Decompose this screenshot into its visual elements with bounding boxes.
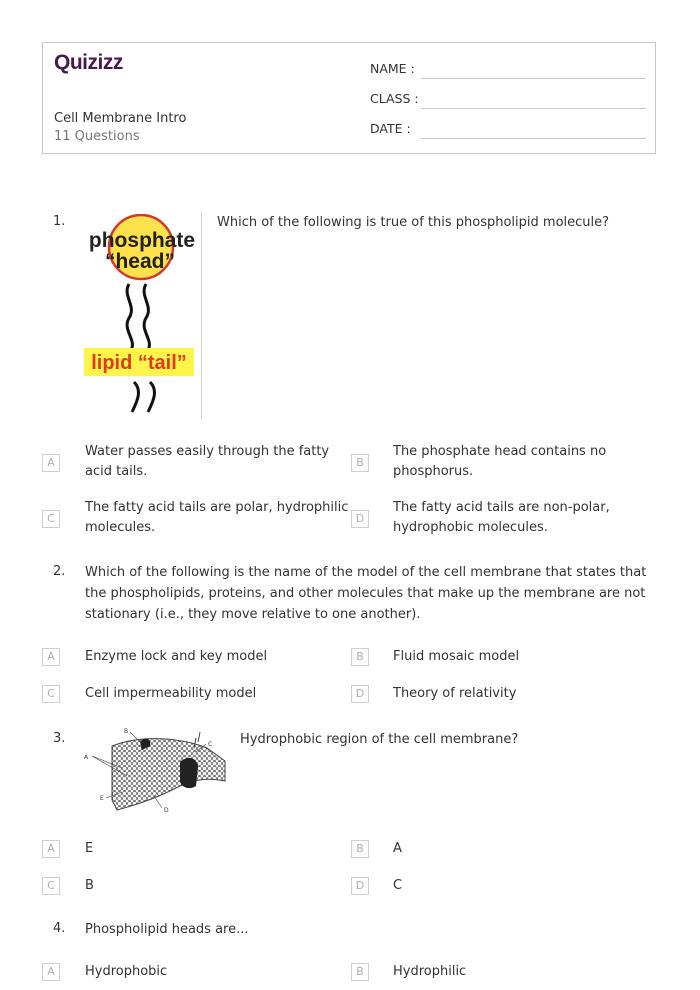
q3-option-d-letter[interactable]: D — [351, 877, 369, 895]
q2-option-a-text[interactable]: Enzyme lock and key model — [85, 649, 268, 664]
tail-line-left-lower — [132, 382, 138, 412]
q3-option-b-text[interactable]: A — [393, 841, 402, 856]
name-line — [421, 78, 646, 79]
q2-option-d-letter[interactable]: D — [351, 685, 369, 703]
q2-option-c-letter[interactable]: C — [42, 685, 60, 703]
head-label: “head” — [104, 250, 176, 273]
question-1-number: 1. — [53, 214, 66, 229]
diagram-label-b: B — [124, 728, 129, 735]
q1-option-a-letter[interactable]: A — [42, 454, 60, 472]
class-label: CLASS : — [370, 91, 419, 106]
tail-line-left — [127, 284, 132, 350]
tail-label: lipid “tail” — [91, 352, 187, 374]
class-line — [421, 108, 646, 109]
q2-option-c-text[interactable]: Cell impermeability model — [85, 686, 257, 701]
date-label: DATE : — [370, 121, 411, 136]
quizizz-logo: Quizizz — [54, 51, 123, 74]
q2-option-b-letter[interactable]: B — [351, 648, 369, 666]
q1-option-d-letter[interactable]: D — [351, 510, 369, 528]
q3-option-d-text[interactable]: C — [393, 878, 403, 893]
question-3-number: 3. — [53, 731, 66, 746]
q1-option-c-text[interactable]: The fatty acid tails are polar, hydrophilic molecules. — [85, 500, 349, 535]
worksheet-header — [42, 42, 656, 154]
cell-membrane-image — [82, 726, 230, 818]
q3-option-c-letter[interactable]: C — [42, 877, 60, 895]
q1-option-d-text[interactable]: The fatty acid tails are non-polar, hydrophobic molecules. — [393, 500, 610, 535]
q1-option-b-text[interactable]: The phosphate head contains no phosphorus. — [393, 444, 607, 479]
name-label: NAME : — [370, 61, 415, 76]
question-1-text: Which of the following is true of this phospholipid molecule? — [217, 215, 610, 230]
date-line — [421, 138, 646, 139]
q2-option-b-text[interactable]: Fluid mosaic model — [393, 649, 520, 664]
phospholipid-image — [82, 214, 200, 420]
question-1-divider — [201, 212, 202, 419]
protein-channel — [180, 758, 198, 788]
q3-option-a-letter[interactable]: A — [42, 840, 60, 858]
q1-option-a-text[interactable]: Water passes easily through the fatty acid tails. — [85, 444, 330, 479]
question-count: 11 Questions — [54, 129, 140, 144]
diagram-label-c: C — [208, 741, 213, 748]
question-2-number: 2. — [53, 564, 66, 579]
tail-line-right — [144, 284, 149, 350]
q2-option-d-text[interactable]: Theory of relativity — [393, 686, 517, 701]
diagram-label-a: A — [84, 754, 89, 761]
question-3-text: Hydrophobic region of the cell membrane? — [240, 732, 519, 747]
q4-option-b-letter[interactable]: B — [351, 963, 369, 981]
membrane-bilayer — [112, 739, 225, 810]
question-4-text: Phospholipid heads are... — [85, 922, 249, 937]
q3-option-c-text[interactable]: B — [85, 878, 94, 893]
diagram-label-d: D — [164, 807, 169, 814]
worksheet-title: Cell Membrane Intro — [54, 111, 187, 126]
phosphate-label: phosphate — [88, 229, 196, 252]
diagram-label-e: E — [100, 795, 104, 802]
tail-line-right-lower — [148, 382, 154, 412]
q2-option-a-letter[interactable]: A — [42, 648, 60, 666]
q4-option-b-text[interactable]: Hydrophilic — [393, 964, 467, 979]
q4-option-a-text[interactable]: Hydrophobic — [85, 964, 168, 979]
question-4-number: 4. — [53, 921, 66, 936]
question-2-text: Which of the following is the name of the model of the cell membrane that states that the phospholipids, proteins, and other molecules that make up the membrane are not stationary (i.e., they move relative to one another). — [85, 565, 647, 622]
q4-option-a-letter[interactable]: A — [42, 963, 60, 981]
q1-option-b-letter[interactable]: B — [351, 454, 369, 472]
q3-option-b-letter[interactable]: B — [351, 840, 369, 858]
q1-option-c-letter[interactable]: C — [42, 510, 60, 528]
q3-option-a-text[interactable]: E — [85, 841, 94, 856]
